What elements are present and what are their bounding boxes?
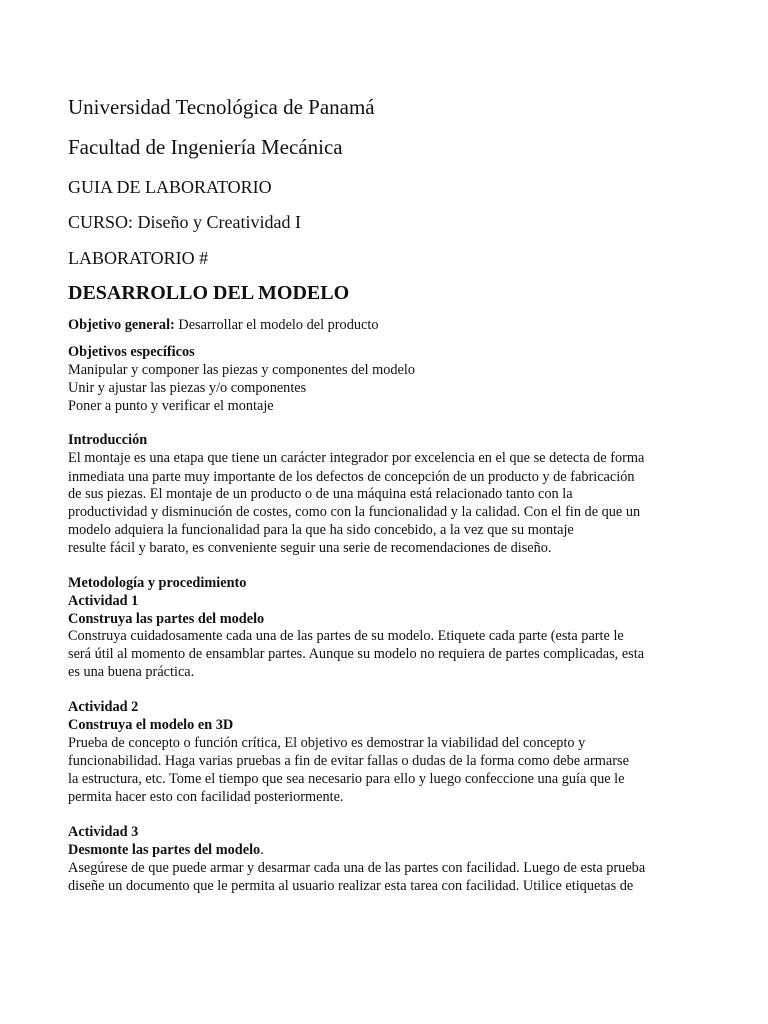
activity-line: será útil al momento de ensamblar partes. Aunque su modelo no requiera de partes complicadas, esta (68, 646, 645, 662)
activity-line: funcionabilidad. Haga varias pruebas a fin de evitar fallas o dudas de la forma como debe armarse (68, 753, 629, 769)
introduction-heading: Introducción (68, 432, 148, 448)
activity-line: Construya cuidadosamente cada una de las partes de su modelo. Etiquete cada parte (esta parte le (68, 628, 624, 644)
introduction-line: resulte fácil y barato, es conveniente seguir una serie de recomendaciones de diseño. (68, 540, 552, 556)
activity-line: la estructura, etc. Tome el tiempo que sea necesario para ello y luego confeccione una guía que le (68, 771, 625, 787)
activity-label: Actividad 2 (68, 699, 139, 715)
activity-line: es una buena práctica. (68, 664, 195, 680)
activity-title-row (68, 843, 264, 857)
methodology-heading: Metodología y procedimiento (68, 575, 247, 591)
activity-title-suffix: . (260, 842, 264, 858)
document-title: DESARROLLO DEL MODELO (68, 282, 350, 304)
faculty-name: Facultad de Ingeniería Mecánica (68, 135, 343, 159)
general-objective (68, 318, 378, 332)
general-objective-label: Objetivo general: (68, 317, 175, 333)
activity-line: Asegúrese de que puede armar y desarmar cada una de las partes con facilidad. Luego de esta prueba (68, 860, 646, 876)
lab-number-heading: LABORATORIO # (68, 248, 209, 268)
general-objective-text: Desarrollar el modelo del producto (174, 317, 379, 333)
activity-line: permita hacer esto con facilidad posteriormente. (68, 789, 344, 805)
activity-title: Desmonte las partes del modelo (68, 842, 261, 858)
specific-objective-item: Poner a punto y verificar el montaje (68, 398, 274, 414)
course-heading: CURSO: Diseño y Creatividad I (68, 212, 301, 232)
university-name: Universidad Tecnológica de Panamá (68, 95, 375, 119)
activity-title: Construya el modelo en 3D (68, 717, 234, 733)
activity-line: Prueba de concepto o función crítica, El objetivo es demostrar la viabilidad del concepto y (68, 735, 586, 751)
introduction-line: El montaje es una etapa que tiene un carácter integrador por excelencia en el que se detecta de forma (68, 450, 645, 466)
introduction-line: inmediata una parte muy importante de los defectos de concepción de un producto y de fabricación (68, 469, 635, 485)
introduction-line: de sus piezas. El montaje de un producto o de una máquina está relacionado tanto con la (68, 486, 573, 502)
introduction-line: modelo adquiera la funcionalidad para la que ha sido concebido, a la vez que su montaje (68, 522, 574, 538)
specific-objective-item: Manipular y componer las piezas y componentes del modelo (68, 362, 415, 378)
guide-heading: GUIA DE LABORATORIO (68, 177, 272, 197)
specific-objectives-heading: Objetivos específicos (68, 344, 195, 360)
activity-line: diseñe un documento que le permita al usuario realizar esta tarea con facilidad. Utilice etiquetas de (68, 878, 634, 894)
specific-objective-item: Unir y ajustar las piezas y/o componentes (68, 380, 307, 396)
activity-title: Construya las partes del modelo (68, 611, 265, 627)
introduction-line: productividad y disminución de costes, como con la funcionalidad y la calidad. Con el fin de que un (68, 504, 641, 520)
activity-label: Actividad 1 (68, 593, 139, 609)
activity-label: Actividad 3 (68, 824, 139, 840)
